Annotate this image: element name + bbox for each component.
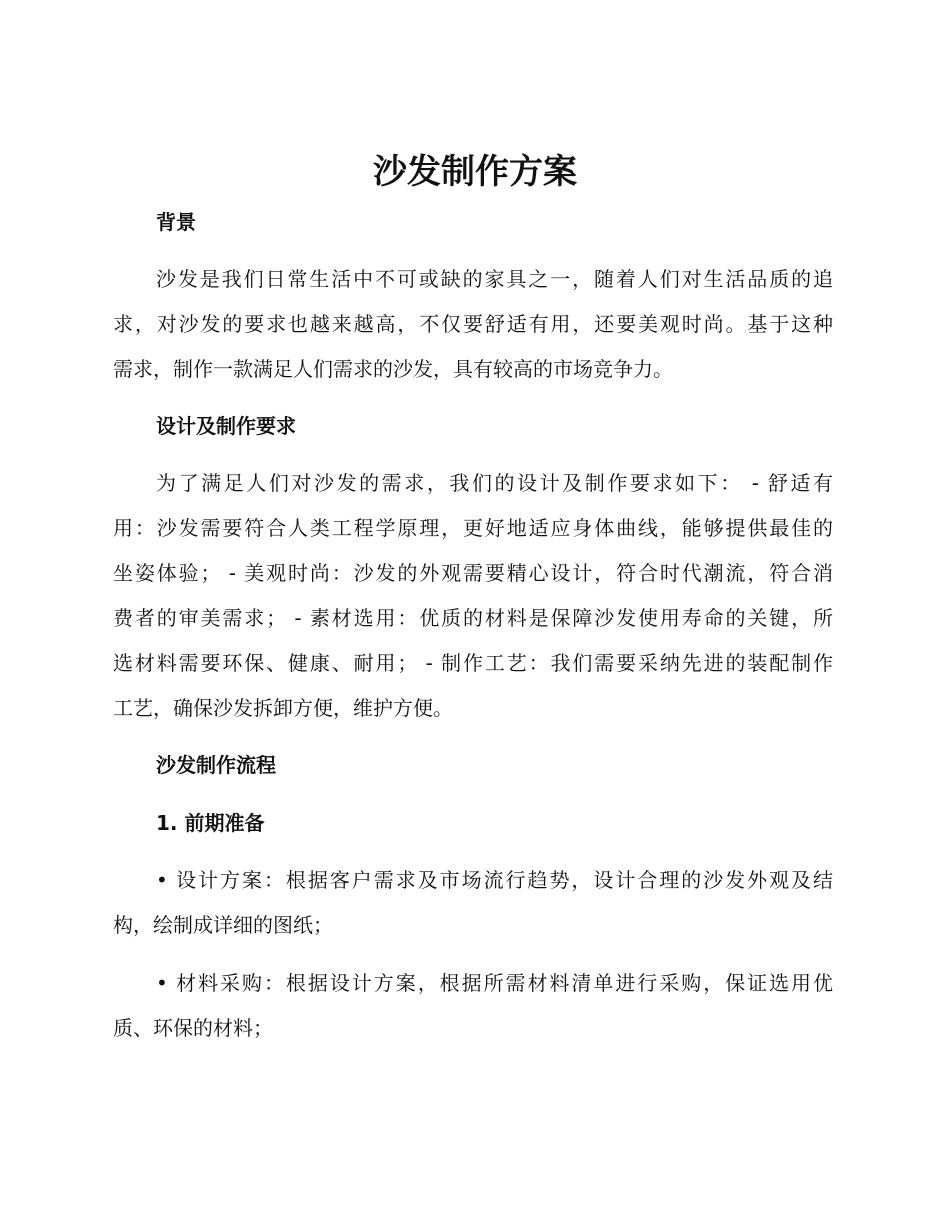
section-heading-background: 背景 (156, 210, 196, 234)
paragraph-line: 选材料需要环保、健康、耐用； - 制作工艺：我们需要采纳先进的装配制作 (113, 651, 833, 675)
paragraph-line: 费者的审美需求； - 素材选用：优质的材料是保障沙发使用寿命的关键，所 (113, 606, 833, 630)
section-heading-process: 沙发制作流程 (156, 753, 276, 777)
paragraph-line: 用：沙发需要符合人类工程学原理，更好地适应身体曲线，能够提供最佳的 (113, 516, 833, 540)
paragraph-line: 求，对沙发的要求也越来越高，不仅要舒适有用，还要美观时尚。基于这种 (113, 312, 833, 336)
list-item-line: • 材料采购：根据设计方案，根据所需材料清单进行采购，保证选用优 (156, 971, 833, 995)
document-title: 沙发制作方案 (373, 152, 577, 192)
requirements-paragraph (113, 461, 833, 731)
list-item-line: • 设计方案：根据客户需求及市场流行趋势，设计合理的沙发外观及结 (156, 868, 833, 892)
paragraph-line: 工艺，确保沙发拆卸方便，维护方便。 (113, 696, 453, 720)
list-item-line: 构，绘制成详细的图纸； (113, 913, 333, 937)
paragraph-line: 为了满足人们对沙发的需求，我们的设计及制作要求如下： - 舒适有 (156, 471, 833, 495)
list-item-line: 质、环保的材料； (113, 1016, 273, 1040)
paragraph-line: 沙发是我们日常生活中不可或缺的家具之一，随着人们对生活品质的追 (156, 267, 833, 291)
process-item-design (113, 858, 833, 948)
section-heading-requirements: 设计及制作要求 (156, 414, 296, 438)
process-item-materials (113, 961, 833, 1051)
background-paragraph (113, 257, 833, 392)
subheading-preparation: 1. 前期准备 (156, 811, 265, 835)
paragraph-line: 坐姿体验； - 美观时尚：沙发的外观需要精心设计，符合时代潮流，符合消 (113, 561, 833, 585)
paragraph-line: 需求，制作一款满足人们需求的沙发，具有较高的市场竞争力。 (113, 357, 673, 381)
